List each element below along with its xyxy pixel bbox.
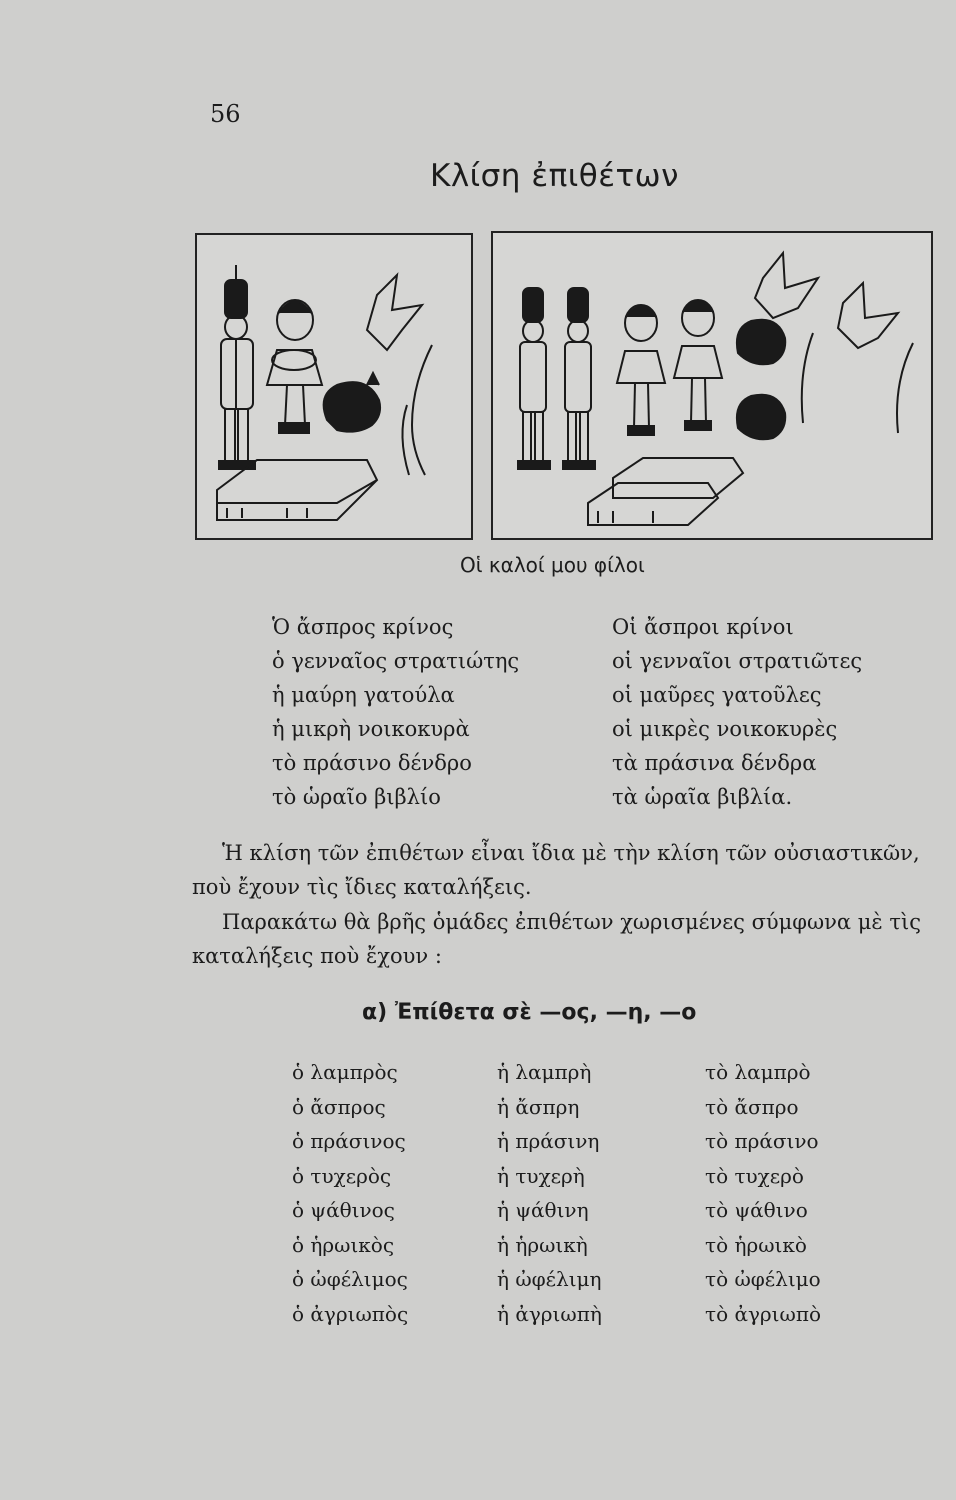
illustration-plural-drawing <box>493 233 930 537</box>
list-item: ὁ τυχερὸς <box>292 1163 392 1188</box>
list-item: τὸ ἀγριωπὸ <box>705 1301 822 1326</box>
list-item: ὁ ἡρωικὸς <box>292 1232 395 1257</box>
rule-paragraph-text: Ἡ κλίση τῶν ἐπιθέτων εἶναι ἴδια μὲ τὴν κλίση τῶν οὐσιαστικῶν, ποὺ ἔχουν τὶς ἴδιες καταλήξεις. <box>192 841 920 899</box>
list-item: τὸ ὠφέλιμο <box>705 1267 821 1291</box>
list-item: οἱ γενναῖοι στρατιῶτες <box>612 649 863 673</box>
page-number: 56 <box>210 100 241 128</box>
list-item: τὰ πράσινα δένδρα <box>612 751 817 775</box>
list-item: τὸ ἡρωικὸ <box>705 1232 807 1257</box>
illustration-caption: Οἱ καλοί μου φίλοι <box>460 553 645 577</box>
masculine-column <box>292 1055 408 1331</box>
list-item: τὸ πράσινο <box>705 1129 819 1153</box>
list-item: ὁ ἄσπρος <box>292 1094 386 1119</box>
list-item: ἡ ὠφέλιμη <box>497 1267 602 1291</box>
instruction-paragraph-text: Παρακάτω θὰ βρῆς ὁμάδες ἐπιθέτων χωρισμένες σύμφωνα μὲ τὶς καταλήξεις ποὺ ἔχουν : <box>192 910 921 968</box>
plural-list <box>612 610 862 814</box>
list-item: τὸ τυχερὸ <box>705 1163 804 1188</box>
list-item: τὰ ὡραῖα βιβλία. <box>612 785 793 809</box>
list-item: τὸ ἄσπρο <box>705 1094 799 1119</box>
list-item: οἱ μαῦρες γατοῦλες <box>612 683 822 707</box>
list-item: τὸ πράσινο δένδρο <box>272 751 472 775</box>
illustration-plural <box>491 231 933 540</box>
list-item: Οἱ ἄσπροι κρίνοι <box>612 615 794 639</box>
page-title: Κλίση ἐπιθέτων <box>430 158 679 194</box>
list-item: ὁ ψάθινος <box>292 1198 395 1222</box>
neuter-column <box>705 1055 821 1331</box>
illustration-singular-drawing <box>197 235 470 537</box>
list-item: οἱ μικρὲς νοικοκυρὲς <box>612 717 838 741</box>
list-item: ὁ ὠφέλιμος <box>292 1267 408 1291</box>
list-item: ὁ ἀγριωπὸς <box>292 1301 409 1326</box>
list-item: Ὁ ἄσπρος κρίνος <box>272 615 454 639</box>
illustration-singular <box>195 233 473 540</box>
list-item: ἡ λαμπρὴ <box>497 1060 592 1084</box>
section-heading: α) Ἐπίθετα σὲ —ος, —η, —ο <box>362 1000 697 1025</box>
list-item: τὸ ψάθινο <box>705 1198 808 1222</box>
instruction-paragraph <box>192 905 952 973</box>
list-item: ἡ ἡρωικὴ <box>497 1232 588 1257</box>
singular-list <box>272 610 519 814</box>
list-item: ἡ πράσινη <box>497 1129 600 1153</box>
list-item: ἡ ἀγριωπὴ <box>497 1301 602 1326</box>
list-item: τὸ ὡραῖο βιβλίο <box>272 785 441 809</box>
list-item: ὁ λαμπρὸς <box>292 1060 398 1084</box>
list-item: τὸ λαμπρὸ <box>705 1060 811 1084</box>
list-item: ὁ πράσινος <box>292 1129 406 1153</box>
list-item: ἡ μικρὴ νοικοκυρὰ <box>272 717 470 741</box>
list-item: ὁ γενναῖος στρατιώτης <box>272 649 520 673</box>
feminine-column <box>497 1055 602 1331</box>
list-item: ἡ τυχερὴ <box>497 1163 585 1188</box>
list-item: ἡ ἄσπρη <box>497 1094 580 1119</box>
rule-paragraph <box>192 836 952 904</box>
list-item: ἡ μαύρη γατούλα <box>272 683 455 707</box>
list-item: ἡ ψάθινη <box>497 1198 589 1222</box>
